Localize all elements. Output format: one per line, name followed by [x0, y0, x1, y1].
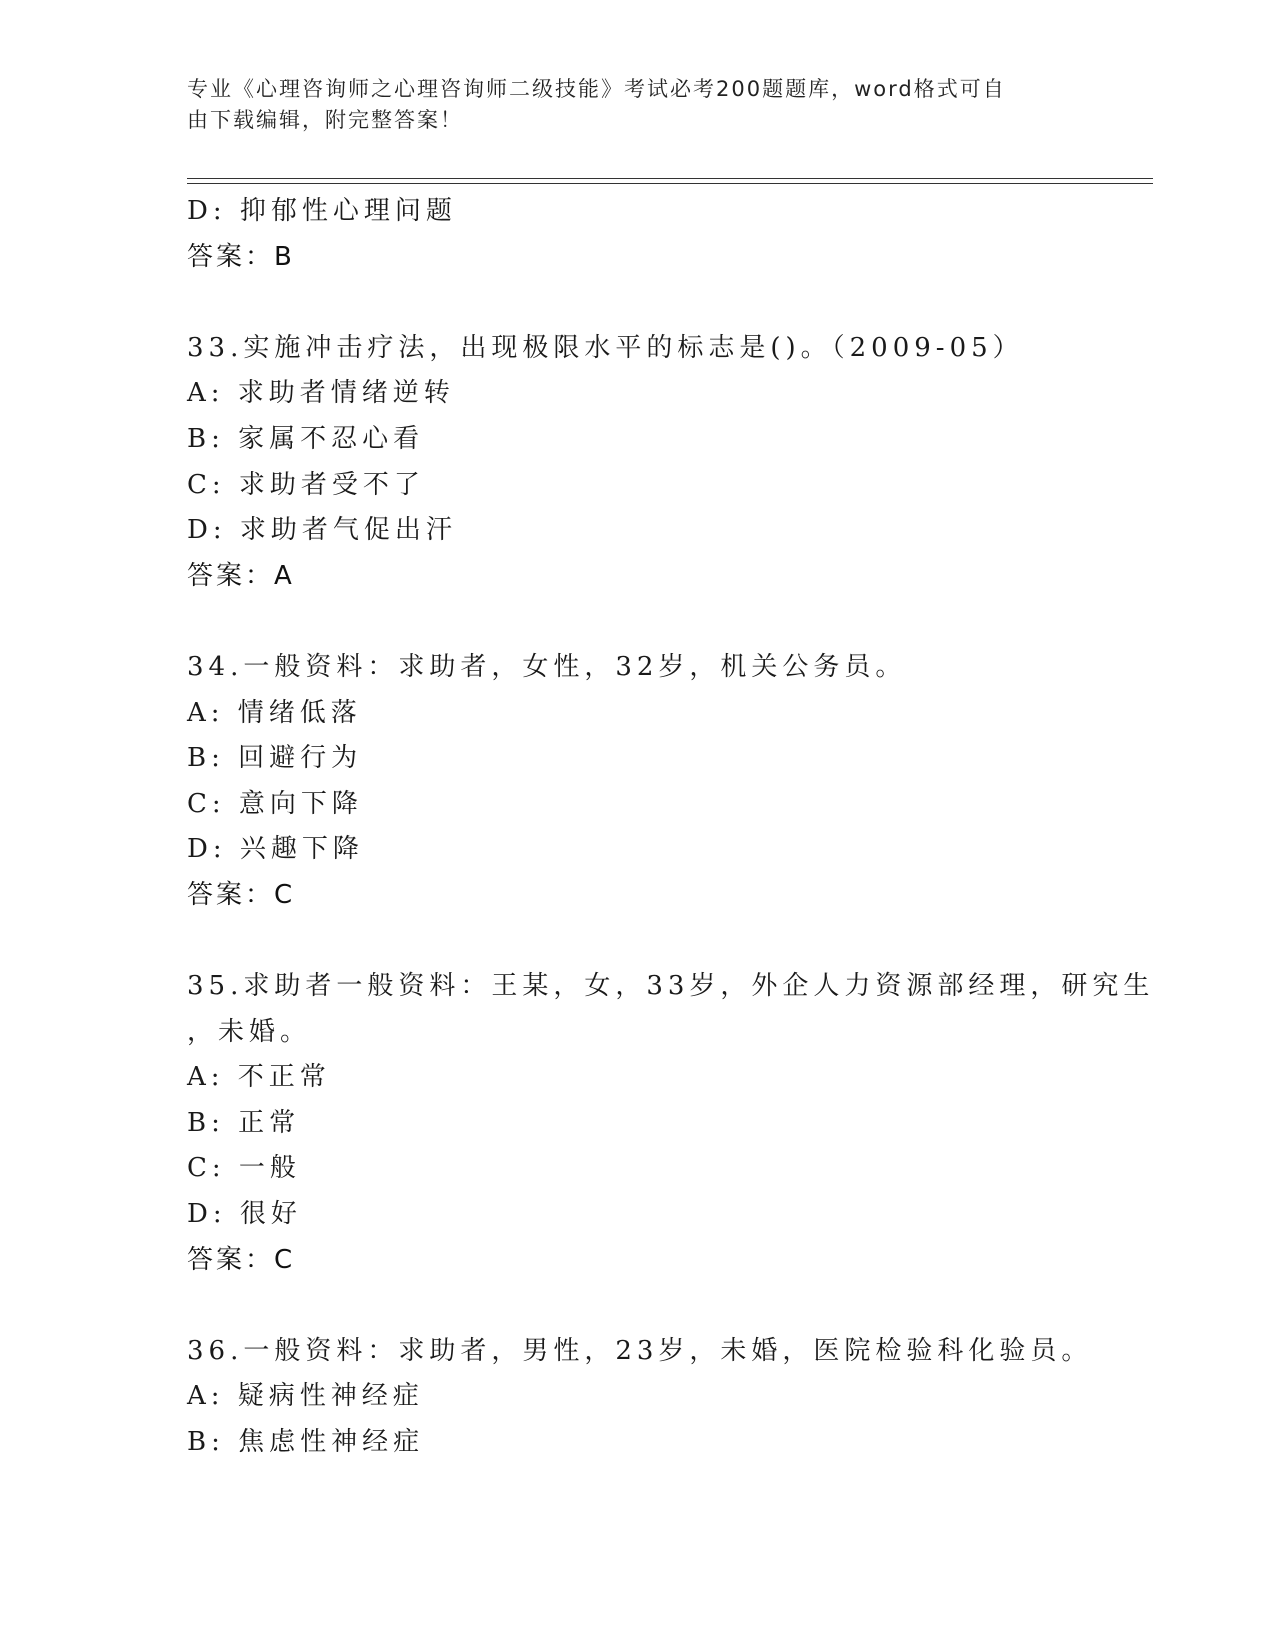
answer-label: 答案：A: [187, 560, 295, 591]
header-line-1: 专业《心理咨询师之心理咨询师二级技能》考试必考200题题库，word格式可自: [187, 77, 1006, 101]
option-a: A: 疑病性神经症: [187, 1381, 424, 1412]
spacer: [187, 599, 1153, 645]
option-a: A: 不正常: [187, 1062, 331, 1093]
header-divider: [187, 178, 1153, 184]
question-32-tail: [187, 189, 1153, 280]
option-b: B: 正常: [187, 1107, 301, 1138]
question-text-line-2: ，未婚。: [187, 1016, 312, 1047]
question-text: 34.一般资料：求助者，女性，32岁，机关公务员。: [187, 651, 907, 682]
question-text: 36.一般资料：求助者，男性，23岁，未婚，医院检验科化验员。: [187, 1335, 1093, 1366]
answer-label: 答案：B: [187, 241, 295, 272]
question-33: [187, 326, 1153, 600]
answer-label: 答案：C: [187, 879, 296, 910]
option-b: B: 焦虑性神经症: [187, 1427, 425, 1458]
option-b: B: 回避行为: [187, 743, 363, 774]
option-b: B: 家属不忍心看: [187, 423, 425, 454]
question-36: [187, 1329, 1153, 1466]
option-d: D: 抑郁性心理问题: [187, 196, 457, 226]
question-35: [187, 964, 1153, 1283]
option-a: A: 求助者情绪逆转: [187, 378, 455, 409]
spacer: [187, 1283, 1153, 1329]
option-a: A: 情绪低落: [187, 697, 362, 728]
question-list: [187, 189, 1153, 1466]
option-c: C: 求助者受不了: [187, 469, 425, 500]
spacer: [187, 919, 1153, 965]
option-d: D: 很好: [187, 1199, 302, 1230]
header-line-2: 由下载编辑，附完整答案！: [187, 108, 463, 132]
option-c: C: 一般: [187, 1153, 301, 1184]
page-header: [187, 74, 1067, 136]
answer-label: 答案：C: [187, 1244, 296, 1275]
spacer: [187, 280, 1153, 326]
question-text: 33.实施冲击疗法，出现极限水平的标志是()。（2009-05）: [187, 332, 1024, 363]
option-d: D: 兴趣下降: [187, 834, 364, 865]
question-text-line-1: 35.求助者一般资料：王某，女，33岁，外企人力资源部经理，研究生: [187, 971, 1155, 1002]
option-c: C: 意向下降: [187, 788, 363, 819]
question-34: [187, 645, 1153, 919]
option-d: D: 求助者气促出汗: [187, 515, 457, 546]
